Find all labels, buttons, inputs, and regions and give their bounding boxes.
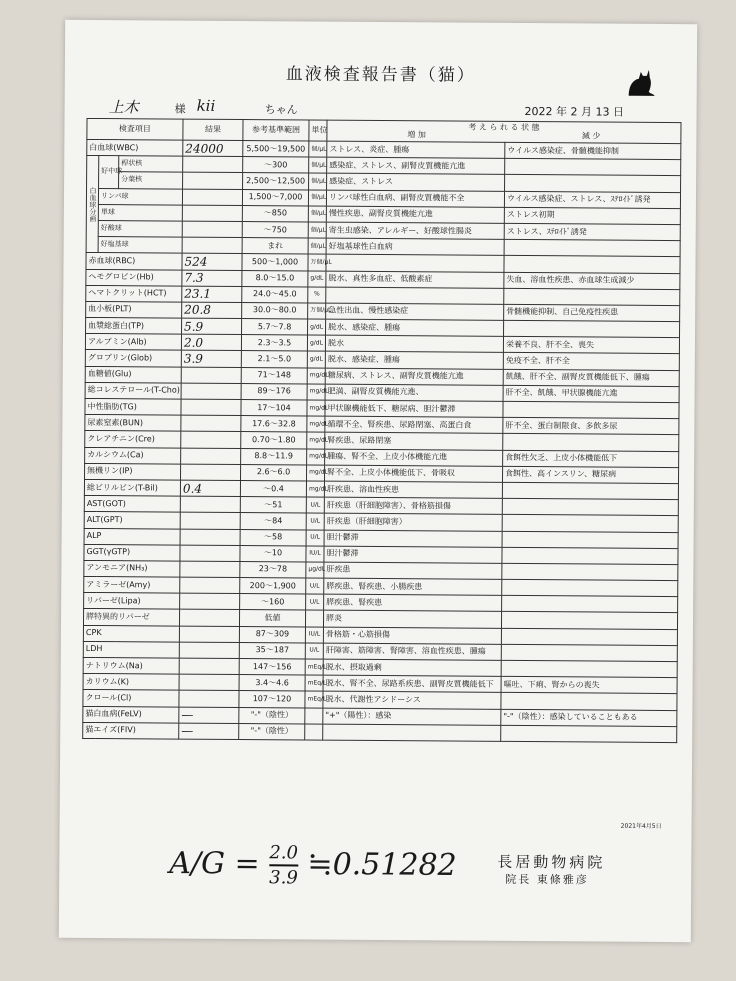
row-unit: 個/μL	[308, 238, 326, 254]
row-range: 0.70〜1.80	[241, 432, 307, 449]
row-decrease	[501, 628, 677, 645]
row-decrease: 肝不全、蛋白制限食、多飲多尿	[503, 418, 679, 435]
row-result	[183, 173, 243, 190]
row-range: 1,500〜7,000	[242, 189, 308, 206]
row-range: 200〜1,900	[240, 578, 306, 595]
wbc-group-label: 白血球分画	[86, 156, 99, 253]
row-range: 5,500〜19,500	[243, 141, 309, 158]
row-name: リパーゼ(Lipa)	[84, 593, 180, 610]
row-range: 〜0.4	[240, 480, 306, 497]
row-name: AST(GOT)	[84, 496, 180, 513]
ag-result: ≒0.51282	[307, 846, 457, 883]
row-range: 〜84	[240, 513, 306, 530]
row-result: 7.3	[182, 270, 242, 287]
row-decrease: 免疫不全、肝不全	[503, 353, 679, 370]
row-increase: 肥満、副腎皮質機能亢進、	[325, 384, 503, 401]
row-unit: mEq/L	[305, 659, 323, 675]
row-range: "-"（陰性）	[239, 707, 305, 724]
row-result	[179, 674, 239, 691]
row-name: 血小板(PLT)	[86, 301, 182, 318]
row-decrease: ウイルス感染症、骨髄機能抑制	[505, 142, 681, 159]
row-result: 2.0	[181, 334, 241, 351]
row-result	[181, 431, 241, 448]
row-range: 17.6〜32.8	[241, 416, 307, 433]
row-range: 30.0〜80.0	[242, 302, 308, 319]
row-range: 8.0〜15.0	[242, 270, 308, 287]
increase-header: 増 加	[407, 130, 426, 140]
row-decrease	[501, 693, 677, 710]
row-result: —	[179, 707, 239, 724]
pet-name: kii	[196, 96, 216, 115]
row-name: 膵特異的リパーゼ	[83, 609, 179, 626]
report-title: 血液検査報告書（猫）	[285, 64, 476, 86]
row-unit	[305, 724, 323, 740]
row-decrease	[504, 256, 680, 273]
row-result	[180, 577, 240, 594]
row-result	[180, 610, 240, 627]
row-name: 赤血球(RBC)	[86, 253, 182, 270]
row-range: 35〜187	[239, 642, 305, 659]
row-name: リンパ球	[98, 188, 182, 205]
row-decrease	[502, 596, 678, 613]
row-unit: mg/dL	[307, 465, 325, 481]
row-increase: 肝疾患、溶血性疾患	[324, 481, 502, 498]
row-name: 血糖値(Glu)	[85, 366, 181, 383]
row-increase: 脱水	[325, 335, 503, 352]
row-result: —	[179, 723, 239, 740]
row-increase: 甲状腺機能低下、糖尿病、胆汁鬱滞	[325, 400, 503, 417]
row-increase: 膵疾患、腎疾患、小腸疾患	[324, 578, 502, 595]
row-result	[180, 545, 240, 562]
row-unit: U/L	[306, 497, 324, 513]
ag-numerator: 2.0	[269, 842, 299, 864]
row-unit: mg/dL	[307, 432, 325, 448]
col-unit-header: 単位	[309, 120, 327, 141]
row-name: クレアチニン(Cre)	[85, 431, 181, 448]
row-unit: 個/μL	[308, 190, 326, 206]
row-unit: g/dL	[308, 319, 326, 335]
row-decrease	[504, 288, 680, 305]
row-unit: 個/μL	[309, 157, 327, 173]
row-unit	[305, 708, 323, 724]
row-result	[181, 448, 241, 465]
row-name: ALP	[84, 528, 180, 545]
row-increase: 脱水、摂取過剰	[323, 659, 501, 676]
row-unit: mg/dL	[307, 449, 325, 465]
row-range: "-"（陰性）	[239, 723, 305, 740]
row-result	[182, 237, 242, 254]
row-increase: 感染症、ストレス	[327, 174, 505, 191]
ag-lhs: A/G	[169, 845, 226, 882]
row-increase: ストレス、炎症、腫瘍	[327, 141, 505, 158]
row-range: 23〜78	[240, 561, 306, 578]
row-name: カルシウム(Ca)	[85, 447, 181, 464]
row-result: 23.1	[182, 286, 242, 303]
row-increase: 好塩基球性白血病	[326, 238, 504, 255]
row-result	[181, 367, 241, 384]
row-increase: 肝疾患	[324, 562, 502, 579]
row-decrease: ウイルス感染症、ストレス、ｽﾃﾛｲﾄﾞ誘発	[504, 191, 680, 208]
row-name: 無機リン(IP)	[85, 463, 181, 480]
row-range: 2.1〜5.0	[241, 351, 307, 368]
row-unit: mg/dL	[307, 400, 325, 416]
table-row	[83, 722, 677, 742]
director-name: 院長 東條雅彦	[505, 872, 589, 887]
row-increase	[326, 287, 504, 304]
row-decrease	[504, 240, 680, 257]
col-range-header: 参考基準範囲	[243, 120, 309, 141]
row-range: 2,500〜12,500	[243, 173, 309, 190]
lab-results-table	[82, 118, 681, 743]
row-decrease	[501, 660, 677, 677]
form-version-date: 2021年4月5日	[620, 822, 662, 830]
report-date: 2022 年 2 月 13 日	[524, 105, 625, 119]
row-unit: g/dL	[307, 351, 325, 367]
row-unit: U/L	[306, 529, 324, 545]
row-unit: 万個/μL	[308, 303, 326, 319]
row-increase: 脱水、感染症、腫瘍	[326, 319, 504, 336]
row-name: LDH	[83, 641, 179, 658]
row-increase: 慢性疾患、副腎皮質機能亢進	[326, 206, 504, 223]
row-decrease	[503, 401, 679, 418]
row-unit: mEq/L	[305, 675, 323, 691]
row-range: 87〜309	[239, 626, 305, 643]
row-name: 好酸球	[98, 220, 182, 237]
row-increase: 循環不全、腎疾患、尿路閉塞、高蛋白食	[325, 416, 503, 433]
row-increase: 糖尿病、ストレス、副腎皮質機能亢進	[325, 368, 503, 385]
row-increase: 寄生虫感染、アレルギー、好酸球性腸炎	[326, 222, 504, 239]
col-result-header: 結果	[183, 119, 243, 140]
row-result	[181, 464, 241, 481]
row-unit: U/L	[305, 643, 323, 659]
row-increase: 腎不全、上皮小体機能低下、骨吸収	[325, 465, 503, 482]
row-increase: 肝障害、筋障害、腎障害、溶血性疾患、腫瘍	[323, 643, 501, 660]
col-item-header: 検査項目	[87, 118, 183, 140]
row-result	[179, 658, 239, 675]
row-decrease	[502, 547, 678, 564]
row-result	[179, 626, 239, 643]
row-result	[183, 156, 243, 173]
row-increase: 腎疾患、尿路閉塞	[325, 433, 503, 450]
row-result	[181, 399, 241, 416]
row-decrease: 嘔吐、下痢、腎からの喪失	[501, 677, 677, 694]
row-result: 3.9	[181, 351, 241, 368]
row-increase	[326, 254, 504, 271]
row-result: 24000	[183, 140, 243, 157]
row-name: 猫白血病(FeLV)	[83, 706, 179, 723]
row-name: クロール(Cl)	[83, 690, 179, 707]
row-unit: mEq/L	[305, 691, 323, 707]
row-range: 〜300	[243, 157, 309, 174]
row-name: ナトリウム(Na)	[83, 657, 179, 674]
row-result: 524	[182, 253, 242, 270]
row-result	[182, 205, 242, 222]
row-unit: mg/dL	[307, 368, 325, 384]
row-increase: 膵炎	[323, 611, 501, 628]
row-result: 5.9	[182, 318, 242, 335]
row-range: 〜10	[240, 545, 306, 562]
row-decrease	[502, 515, 678, 532]
row-result	[181, 415, 241, 432]
row-decrease	[505, 159, 681, 176]
row-unit: g/dL	[307, 335, 325, 351]
row-unit	[305, 610, 323, 626]
row-unit: 万個/μL	[308, 254, 326, 270]
row-name: アルブミン(Alb)	[85, 334, 181, 351]
row-unit: %	[308, 287, 326, 303]
row-decrease: ストレス、ｽﾃﾛｲﾄﾞ誘発	[504, 223, 680, 240]
row-unit: mg/dL	[306, 481, 324, 497]
row-range: 17〜104	[241, 400, 307, 417]
row-name: 分葉核	[119, 172, 183, 189]
row-name: GGT(γGTP)	[84, 544, 180, 561]
row-decrease	[502, 579, 678, 596]
row-name: アンモニア(NH₃)	[84, 560, 180, 577]
hospital-name: 長居動物病院	[497, 852, 606, 872]
row-range: 〜750	[242, 221, 308, 238]
row-decrease: 栄養不良、肝不全、喪失	[503, 337, 679, 354]
row-increase: 脱水、腎不全、尿路系疾患、副腎皮質機能低下	[323, 675, 501, 692]
row-result	[180, 561, 240, 578]
sama-label: 様	[174, 102, 186, 116]
row-unit: μg/dL	[306, 562, 324, 578]
row-unit: IU/L	[306, 546, 324, 562]
row-name: ヘモグロビン(Hb)	[86, 269, 182, 286]
ag-ratio-note: A/G = $\frac{2.0}{3.9}$ ≒0.51282	[169, 842, 457, 889]
row-range: まれ	[242, 238, 308, 255]
row-decrease: 骨髄機能抑制、自己免疫性疾患	[504, 304, 680, 321]
row-name: アミラーゼ(Amy)	[84, 577, 180, 594]
row-range: 〜51	[240, 497, 306, 514]
row-decrease	[504, 320, 680, 337]
row-increase: 胆汁鬱滞	[324, 546, 502, 563]
row-name: 単球	[98, 204, 182, 221]
row-result	[179, 642, 239, 659]
row-increase: 脱水、代謝性アシドーシス	[323, 691, 501, 708]
row-decrease	[501, 644, 677, 661]
row-range: 低値	[239, 610, 305, 627]
row-increase: 脱水、感染症、腫瘍	[325, 352, 503, 369]
row-range: 24.0〜45.0	[242, 286, 308, 303]
row-decrease	[505, 175, 681, 192]
row-name: ALT(GPT)	[84, 512, 180, 529]
row-decrease: ストレス初期	[504, 207, 680, 224]
row-decrease: 食餌性欠乏、上皮小体機能低下	[503, 450, 679, 467]
row-range: 71〜148	[241, 367, 307, 384]
row-range: 500〜1,000	[242, 254, 308, 271]
row-result	[180, 496, 240, 513]
row-result: 0.4	[180, 480, 240, 497]
row-name: CPK	[83, 625, 179, 642]
row-decrease	[502, 482, 678, 499]
row-increase: 急性出血、慢性感染症	[326, 303, 504, 320]
row-name: グロブリン(Glob)	[85, 350, 181, 367]
row-result	[182, 221, 242, 238]
row-decrease: 失血、溶血性疾患、赤血球生成減少	[504, 272, 680, 289]
row-result	[180, 593, 240, 610]
row-increase: 骨格筋・心筋損傷	[323, 627, 501, 644]
owner-name: 上木	[108, 98, 139, 117]
ag-fraction	[269, 841, 298, 890]
row-name: 総ビリルビン(T-Bil)	[84, 479, 180, 496]
row-increase: 肝疾患（肝細胞障害）	[324, 513, 502, 530]
cat-icon	[623, 64, 657, 98]
neutrophil-label: 好中球	[99, 156, 119, 189]
row-decrease	[501, 612, 677, 629]
row-name: 総コレステロール(T-Cho)	[85, 382, 181, 399]
row-decrease: 肝不全、飢餓、甲状腺機能亢進	[503, 385, 679, 402]
ag-denominator: 3.9	[269, 865, 298, 891]
row-range: 147〜156	[239, 659, 305, 676]
row-name: 尿素窒素(BUN)	[85, 415, 181, 432]
row-name: 白血球(WBC)	[87, 139, 183, 156]
row-increase	[323, 724, 501, 741]
row-result	[180, 512, 240, 529]
row-decrease: 食餌性、高インスリン、糖尿病	[503, 466, 679, 483]
row-unit: U/L	[306, 578, 324, 594]
row-name: カリウム(K)	[83, 674, 179, 691]
row-range: 〜160	[240, 594, 306, 611]
row-unit: 個/μL	[308, 222, 326, 238]
row-name: ヘマトクリット(HCT)	[86, 285, 182, 302]
row-range: 8.8〜11.9	[241, 448, 307, 465]
row-decrease	[501, 725, 677, 742]
row-decrease: "-"（陰性）：感染していることもある	[501, 709, 677, 726]
chan-label: ちゃん	[264, 103, 298, 117]
row-increase: リンパ球性白血病、副腎皮質機能不全	[326, 190, 504, 207]
row-unit: g/dL	[308, 271, 326, 287]
row-unit: U/L	[306, 594, 324, 610]
row-range: 107〜120	[239, 691, 305, 708]
row-name: 中性脂肪(TG)	[85, 398, 181, 415]
col-causes-header	[327, 120, 681, 143]
row-decrease	[503, 434, 679, 451]
row-result	[181, 383, 241, 400]
row-range: 〜58	[240, 529, 306, 546]
row-decrease	[502, 498, 678, 515]
causes-title: 考 え ら れ る 状 態	[468, 122, 540, 133]
row-unit: U/L	[306, 513, 324, 529]
row-unit: 個/μL	[309, 141, 327, 157]
row-name: 猫エイズ(FIV)	[83, 722, 179, 739]
row-unit: 個/μL	[309, 173, 327, 189]
row-unit: IU/L	[305, 627, 323, 643]
row-result	[182, 189, 242, 206]
row-range: 〜850	[242, 205, 308, 222]
row-unit: mg/dL	[307, 384, 325, 400]
row-unit: mg/dL	[307, 416, 325, 432]
row-name: 好塩基球	[98, 237, 182, 254]
row-name: 桿状核	[119, 156, 183, 173]
row-range: 3.4〜4.6	[239, 675, 305, 692]
row-name: 血漿総蛋白(TP)	[86, 318, 182, 335]
report-sheet	[59, 20, 697, 942]
row-decrease: 飢餓、肝不全、副腎皮質機能低下、腫瘍	[503, 369, 679, 386]
row-range: 2.6〜6.0	[241, 464, 307, 481]
row-range: 5.7〜7.8	[242, 319, 308, 336]
row-increase: "+"（陽性）：感染	[323, 708, 501, 725]
row-increase: 膵疾患、腎疾患	[324, 594, 502, 611]
row-result: 20.8	[182, 302, 242, 319]
row-decrease	[502, 563, 678, 580]
row-decrease	[502, 531, 678, 548]
row-increase: 脱水、真性多血症、低酸素症	[326, 271, 504, 288]
row-range: 2.3〜3.5	[241, 335, 307, 352]
row-increase: 腫瘍、腎不全、上皮小体機能亢進	[325, 449, 503, 466]
row-result	[180, 529, 240, 546]
row-unit: 個/μL	[308, 206, 326, 222]
decrease-header: 減 少	[581, 131, 601, 141]
row-increase: 感染症、ストレス、副腎皮質機能亢進	[327, 157, 505, 174]
row-result	[179, 690, 239, 707]
row-increase: 胆汁鬱滞	[324, 530, 502, 547]
row-increase: 肝疾患（肝細胞障害）、骨格筋損傷	[324, 497, 502, 514]
row-range: 89〜176	[241, 383, 307, 400]
